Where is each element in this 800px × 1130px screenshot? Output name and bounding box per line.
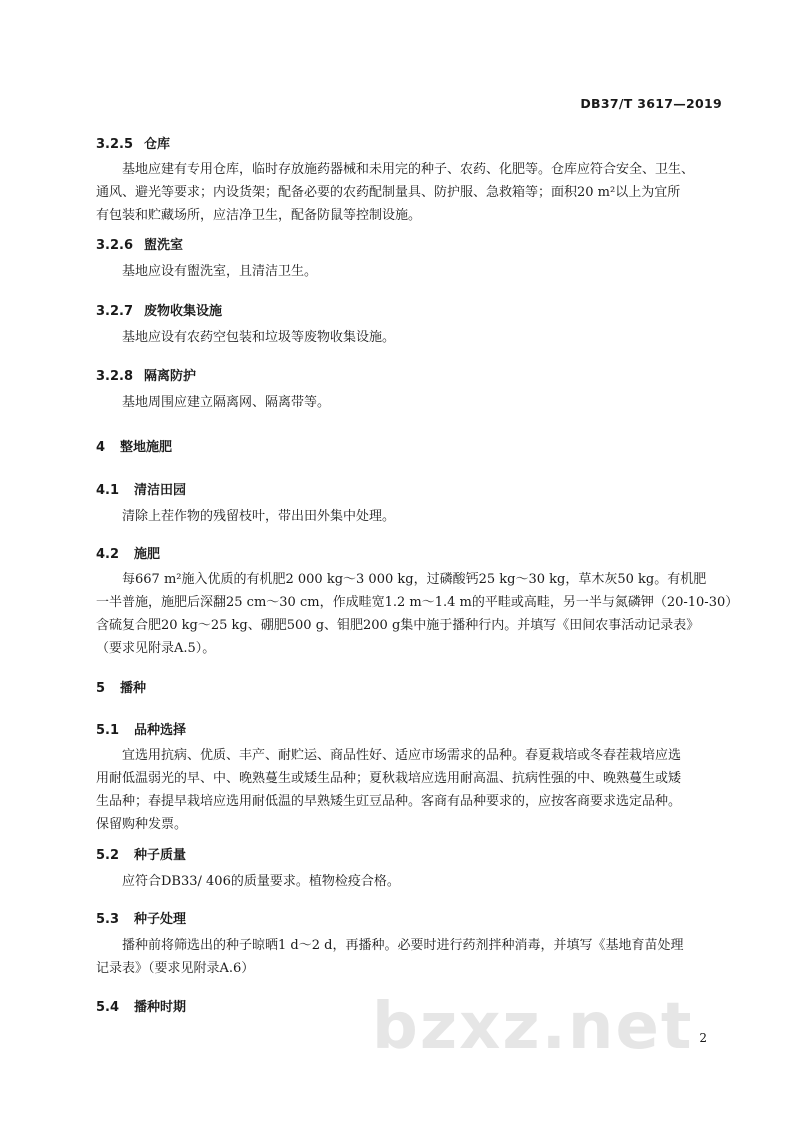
section-number: 5.1 <box>96 723 120 738</box>
section-title: 施肥 <box>134 547 161 562</box>
text-line: 生品种；春提早栽培应选用耐低温的早熟矮生豇豆品种。客商有品种要求的，应按客商要求选定品种。 <box>96 794 682 809</box>
text-line: 基地应设有盥洗室，且清洁卫生。 <box>122 264 318 279</box>
section-title: 盥洗室 <box>144 238 184 253</box>
section-heading-3-2-6 <box>96 234 183 253</box>
section-number: 3.2.5 <box>96 137 134 152</box>
section-title: 隔离防护 <box>144 369 197 384</box>
chapter-number: 5 <box>96 681 106 696</box>
section-heading-4-1 <box>96 479 186 498</box>
section-heading-5-1 <box>96 719 186 738</box>
section-number: 3.2.7 <box>96 304 134 319</box>
section-number: 4.2 <box>96 547 120 562</box>
text-line: 含硫复合肥20 kg～25 kg、硼肥500 g、钼肥200 g集中施于播种行内。并填写《田间农事活动记录表》 <box>96 618 700 633</box>
section-number: 5.3 <box>96 912 120 927</box>
text-line: 基地周围应建立隔离网、隔离带等。 <box>122 395 331 410</box>
section-heading-3-2-7 <box>96 300 222 319</box>
section-heading-5-2 <box>96 844 186 863</box>
standard-code: DB37/T 3617—2019 <box>580 96 722 111</box>
text-line: 通风、避光等要求；内设货架；配备必要的农药配制量具、防护服、急救箱等；面积20 m²以上为宜所 <box>96 185 681 200</box>
text-line: 播种前将筛选出的种子晾晒1 d～2 d，再播种。必要时进行药剂拌种消毒，并填写《基地育苗处理 <box>122 938 684 953</box>
section-number: 3.2.6 <box>96 238 134 253</box>
section-title: 清洁田园 <box>134 483 187 498</box>
section-heading-3-2-8 <box>96 365 196 384</box>
section-number: 3.2.8 <box>96 369 134 384</box>
text-line: 保留购种发票。 <box>96 817 188 832</box>
chapter-title: 播种 <box>120 681 147 696</box>
text-line: 用耐低温弱光的早、中、晚熟蔓生或矮生品种；夏秋栽培应选用耐高温、抗病性强的中、晚熟蔓生或矮 <box>96 771 682 786</box>
paragraph-4-1 <box>96 505 712 528</box>
section-title: 品种选择 <box>134 723 187 738</box>
text-line: 基地应设有农药空包装和垃圾等废物收集设施。 <box>122 330 396 345</box>
text-line: 应符合DB33/ 406的质量要求。植物检疫合格。 <box>122 874 400 889</box>
section-title: 种子处理 <box>134 912 187 927</box>
paragraph-5-2 <box>96 870 712 893</box>
section-title: 种子质量 <box>134 848 187 863</box>
section-number: 4.1 <box>96 483 120 498</box>
text-line: 宜选用抗病、优质、丰产、耐贮运、商品性好、适应市场需求的品种。春夏栽培或冬春茬栽培应选 <box>122 748 682 763</box>
section-title: 播种时期 <box>134 1000 187 1015</box>
text-line: 清除上茬作物的残留枝叶，带出田外集中处理。 <box>122 509 396 524</box>
section-title: 废物收集设施 <box>144 304 223 319</box>
text-line: 有包装和贮藏场所，应洁净卫生，配备防鼠等控制设施。 <box>96 208 422 223</box>
chapter-heading-5 <box>96 677 146 696</box>
paragraph-3-2-7 <box>96 326 712 349</box>
text-line: 一半普施，施肥后深翻25 cm～30 cm，作成畦宽1.2 m～1.4 m的平畦或高畦，另一半与氮磷钾（20-10-30） <box>96 595 739 610</box>
text-line: 基地应建有专用仓库，临时存放施药器械和未用完的种子、农药、化肥等。仓库应符合安全、卫生、 <box>122 162 695 177</box>
text-line: （要求见附录A.5）。 <box>96 641 216 656</box>
paragraph-3-2-8 <box>96 391 712 414</box>
paragraph-5-1 <box>96 744 712 836</box>
page-number: 2 <box>699 1031 707 1045</box>
section-heading-5-4 <box>96 996 186 1015</box>
section-heading-4-2 <box>96 543 160 562</box>
section-title: 仓库 <box>144 137 171 152</box>
paragraph-4-2 <box>96 568 739 660</box>
chapter-heading-4 <box>96 436 172 455</box>
text-line: 每667 m²施入优质的有机肥2 000 kg～3 000 kg，过磷酸钙25 kg～30 kg，草木灰50 kg。有机肥 <box>122 572 707 587</box>
chapter-number: 4 <box>96 440 106 455</box>
chapter-title: 整地施肥 <box>120 440 173 455</box>
section-heading-5-3 <box>96 908 186 927</box>
paragraph-3-2-6 <box>96 260 712 283</box>
section-number: 5.4 <box>96 1000 120 1015</box>
section-heading-3-2-5 <box>96 133 170 152</box>
text-line: 记录表》（要求见附录A.6） <box>96 961 255 976</box>
section-number: 5.2 <box>96 848 120 863</box>
paragraph-5-3 <box>96 934 712 980</box>
watermark: bzxz.net <box>372 990 694 1064</box>
paragraph-3-2-5 <box>96 158 712 227</box>
